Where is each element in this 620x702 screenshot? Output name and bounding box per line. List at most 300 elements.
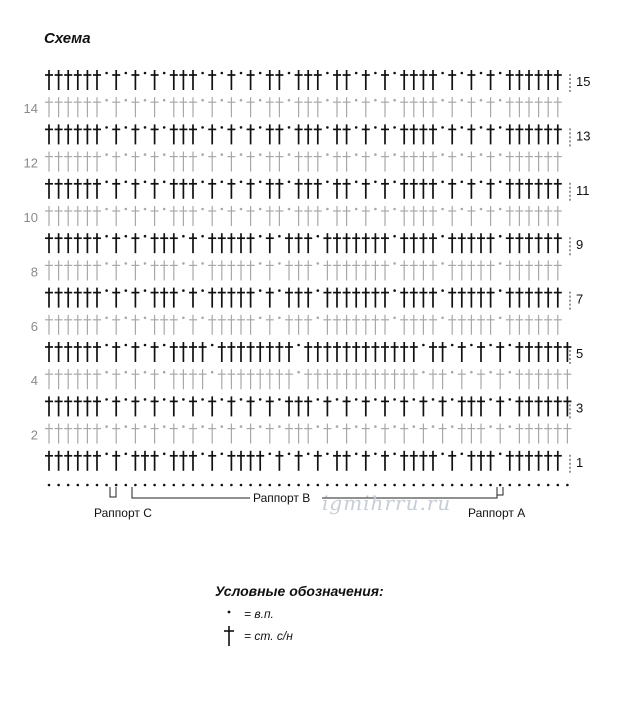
double-crochet-symbol — [343, 451, 351, 471]
double-crochet-symbol — [295, 315, 303, 335]
double-crochet-symbol — [419, 179, 427, 199]
double-crochet-symbol — [295, 451, 303, 471]
double-crochet-symbol — [410, 288, 418, 308]
double-crochet-symbol — [83, 396, 91, 416]
double-crochet-symbol — [179, 97, 187, 117]
double-crochet-symbol — [131, 315, 139, 335]
double-crochet-symbol — [439, 396, 447, 416]
chain-stitch-symbol — [144, 99, 147, 102]
chain-stitch-symbol — [489, 344, 492, 347]
foundation-chain-dot — [115, 484, 118, 487]
chart-row-4 — [45, 369, 571, 389]
double-crochet-symbol — [189, 260, 197, 280]
chain-stitch-symbol — [125, 72, 128, 75]
double-crochet-symbol — [429, 315, 437, 335]
double-crochet-symbol — [343, 288, 351, 308]
chain-stitch-symbol — [326, 99, 329, 102]
double-crochet-symbol — [448, 260, 456, 280]
double-crochet-symbol — [179, 124, 187, 144]
double-crochet-symbol — [535, 396, 543, 416]
double-crochet-symbol — [237, 315, 245, 335]
chain-stitch-symbol — [509, 344, 512, 347]
chain-stitch-symbol — [451, 425, 454, 428]
chain-stitch-symbol — [125, 208, 128, 211]
chain-stitch-symbol — [221, 398, 224, 401]
double-crochet-symbol — [83, 233, 91, 253]
double-crochet-symbol — [371, 315, 379, 335]
double-crochet-symbol — [314, 179, 322, 199]
double-crochet-symbol — [525, 369, 533, 389]
double-crochet-symbol — [247, 124, 255, 144]
double-crochet-symbol — [151, 233, 159, 253]
double-crochet-symbol — [227, 288, 235, 308]
double-crochet-symbol — [333, 233, 341, 253]
double-crochet-symbol — [419, 451, 427, 471]
chain-stitch-symbol — [422, 344, 425, 347]
double-crochet-symbol — [275, 97, 283, 117]
chain-stitch-symbol — [125, 289, 128, 292]
double-crochet-symbol — [467, 97, 475, 117]
double-crochet-symbol — [64, 288, 72, 308]
chain-stitch-symbol — [259, 208, 262, 211]
double-crochet-symbol — [381, 260, 389, 280]
double-crochet-symbol — [266, 152, 274, 172]
double-crochet-symbol — [525, 233, 533, 253]
foundation-chain-dot — [557, 484, 560, 487]
double-crochet-symbol — [64, 369, 72, 389]
double-crochet-symbol — [112, 369, 120, 389]
double-crochet-symbol — [55, 396, 63, 416]
double-crochet-symbol — [112, 315, 120, 335]
double-crochet-symbol — [275, 179, 283, 199]
double-crochet-symbol — [275, 70, 283, 90]
double-crochet-symbol — [55, 97, 63, 117]
chain-stitch-symbol — [201, 126, 204, 129]
double-crochet-symbol — [343, 315, 351, 335]
double-crochet-symbol — [333, 206, 341, 226]
double-crochet-symbol — [45, 288, 53, 308]
double-crochet-symbol — [429, 369, 437, 389]
foundation-chain-dot — [221, 484, 224, 487]
double-crochet-symbol — [227, 369, 235, 389]
double-crochet-symbol — [323, 369, 331, 389]
double-crochet-symbol — [467, 124, 475, 144]
chain-stitch-symbol — [374, 453, 377, 456]
chain-stitch-symbol — [163, 181, 166, 184]
double-crochet-symbol — [83, 288, 91, 308]
double-crochet-symbol — [74, 260, 82, 280]
legend-item-chain — [222, 604, 274, 624]
double-crochet-symbol — [554, 179, 562, 199]
double-crochet-symbol — [93, 451, 101, 471]
chain-stitch-symbol — [144, 289, 147, 292]
double-crochet-symbol — [247, 424, 255, 444]
double-crochet-symbol — [343, 124, 351, 144]
double-crochet-symbol — [304, 97, 312, 117]
chain-stitch-symbol — [509, 398, 512, 401]
double-crochet-symbol — [295, 97, 303, 117]
double-crochet-symbol — [506, 315, 514, 335]
double-crochet-symbol — [544, 124, 552, 144]
double-crochet-symbol — [266, 369, 274, 389]
chart-row-8 — [45, 260, 562, 280]
chain-stitch-symbol — [393, 317, 396, 320]
double-crochet-symbol — [160, 233, 168, 253]
double-crochet-symbol — [74, 315, 82, 335]
double-crochet-symbol — [237, 288, 245, 308]
double-crochet-symbol — [410, 124, 418, 144]
foundation-chain — [48, 484, 569, 487]
chain-stitch-symbol — [499, 453, 502, 456]
double-crochet-symbol — [64, 342, 72, 362]
double-crochet-symbol — [333, 152, 341, 172]
row-number-label: 5 — [576, 346, 584, 361]
double-crochet-symbol — [131, 233, 139, 253]
double-crochet-symbol — [74, 396, 82, 416]
double-crochet-symbol — [208, 179, 216, 199]
chain-stitch-symbol — [221, 126, 224, 129]
double-crochet-symbol — [467, 396, 475, 416]
double-crochet-symbol — [64, 451, 72, 471]
double-crochet-symbol — [295, 206, 303, 226]
double-crochet-symbol — [410, 179, 418, 199]
double-crochet-symbol — [55, 342, 63, 362]
chain-stitch-symbol — [413, 425, 416, 428]
double-crochet-symbol — [343, 179, 351, 199]
chain-stitch-symbol — [451, 371, 454, 374]
double-crochet-symbol — [525, 396, 533, 416]
double-crochet-symbol — [323, 396, 331, 416]
chain-stitch-symbol — [441, 126, 444, 129]
chain-stitch-symbol — [326, 208, 329, 211]
double-crochet-symbol — [535, 451, 543, 471]
double-crochet-symbol — [227, 424, 235, 444]
row-number-label: 10 — [23, 210, 38, 225]
chain-stitch-symbol — [259, 181, 262, 184]
double-crochet-symbol — [189, 451, 197, 471]
double-crochet-symbol — [179, 206, 187, 226]
double-crochet-symbol — [112, 233, 120, 253]
double-crochet-symbol — [467, 152, 475, 172]
double-crochet-symbol — [45, 233, 53, 253]
double-crochet-symbol — [179, 342, 187, 362]
double-crochet-symbol — [208, 152, 216, 172]
repeat-a-bracket — [497, 487, 503, 495]
foundation-chain-dot — [393, 484, 396, 487]
double-crochet-symbol — [554, 288, 562, 308]
double-crochet-symbol — [477, 369, 485, 389]
double-crochet-symbol — [487, 288, 495, 308]
double-crochet-symbol — [64, 206, 72, 226]
double-crochet-symbol — [429, 97, 437, 117]
double-crochet-symbol — [535, 124, 543, 144]
double-crochet-symbol — [285, 288, 293, 308]
foundation-chain-dot — [153, 484, 156, 487]
double-crochet-symbol — [295, 424, 303, 444]
row-number-label: 15 — [576, 74, 591, 89]
chain-stitch-symbol — [182, 262, 185, 265]
double-crochet-symbol — [506, 233, 514, 253]
foundation-chain-dot — [441, 484, 444, 487]
double-crochet-symbol — [544, 369, 552, 389]
double-crochet-symbol — [410, 260, 418, 280]
foundation-chain-dot — [67, 484, 70, 487]
chain-stitch-symbol — [278, 235, 281, 238]
row-number-label: 8 — [30, 264, 38, 280]
row-number-labels — [24, 74, 591, 470]
double-crochet-symbol — [554, 369, 562, 389]
double-crochet-symbol — [55, 70, 63, 90]
double-crochet-symbol — [477, 233, 485, 253]
double-crochet-symbol — [400, 97, 408, 117]
double-crochet-symbol — [83, 342, 91, 362]
double-crochet-symbol — [285, 396, 293, 416]
double-crochet-symbol — [381, 124, 389, 144]
double-crochet-symbol — [83, 179, 91, 199]
foundation-chain-dot — [422, 484, 425, 487]
double-crochet-symbol — [304, 152, 312, 172]
double-crochet-symbol — [295, 233, 303, 253]
double-crochet-symbol — [304, 369, 312, 389]
chain-stitch-symbol — [326, 181, 329, 184]
double-crochet-symbol — [170, 396, 178, 416]
double-crochet-symbol — [227, 396, 235, 416]
repeat-a-label: Раппорт А — [468, 506, 526, 520]
double-crochet-symbol — [179, 179, 187, 199]
double-crochet-symbol — [343, 342, 351, 362]
chain-stitch-symbol — [125, 153, 128, 156]
double-crochet-symbol — [170, 451, 178, 471]
double-crochet-symbol — [74, 342, 82, 362]
double-crochet-symbol — [506, 179, 514, 199]
chain-stitch-symbol — [182, 317, 185, 320]
double-crochet-symbol — [371, 369, 379, 389]
double-crochet-symbol — [160, 315, 168, 335]
foundation-chain-dot — [240, 484, 243, 487]
foundation-chain-dot — [451, 484, 454, 487]
chain-stitch-symbol — [432, 425, 435, 428]
chain-stitch-symbol — [144, 72, 147, 75]
row-number-label: 6 — [30, 318, 38, 334]
double-crochet-symbol — [333, 451, 341, 471]
double-crochet-symbol — [256, 342, 264, 362]
double-crochet-symbol — [112, 424, 120, 444]
double-crochet-symbol — [227, 179, 235, 199]
chain-stitch-symbol — [441, 181, 444, 184]
chain-stitch-symbol — [259, 235, 262, 238]
chain-stitch-symbol — [499, 99, 502, 102]
foundation-chain-dot — [499, 484, 502, 487]
double-crochet-symbol — [535, 342, 543, 362]
double-crochet-symbol — [362, 206, 370, 226]
double-crochet-symbol — [227, 97, 235, 117]
foundation-chain-dot — [182, 484, 185, 487]
foundation-chain-dot — [163, 484, 166, 487]
chain-stitch-symbol — [105, 153, 108, 156]
double-crochet-symbol — [83, 206, 91, 226]
chain-stitch-symbol — [144, 371, 147, 374]
double-crochet-symbol — [525, 260, 533, 280]
double-crochet-symbol — [170, 369, 178, 389]
double-crochet-symbol — [74, 424, 82, 444]
double-crochet-symbol — [189, 97, 197, 117]
double-crochet-symbol — [391, 369, 399, 389]
chain-stitch-symbol — [509, 371, 512, 374]
double-crochet-symbol — [64, 396, 72, 416]
double-crochet-symbol — [227, 70, 235, 90]
double-crochet-symbol — [544, 70, 552, 90]
double-crochet-symbol — [83, 315, 91, 335]
double-crochet-symbol — [218, 260, 226, 280]
double-crochet-symbol — [93, 124, 101, 144]
chain-stitch-symbol — [240, 398, 243, 401]
double-crochet-symbol — [151, 152, 159, 172]
double-crochet-symbol — [199, 369, 207, 389]
chain-stitch-symbol — [182, 398, 185, 401]
double-crochet-symbol — [131, 260, 139, 280]
double-crochet-symbol — [477, 288, 485, 308]
chain-stitch-symbol — [307, 453, 310, 456]
double-crochet-symbol — [323, 342, 331, 362]
double-crochet-symbol — [410, 97, 418, 117]
double-crochet-symbol — [170, 152, 178, 172]
double-crochet-symbol — [74, 70, 82, 90]
foundation-chain-dot — [461, 484, 464, 487]
double-crochet-symbol — [314, 152, 322, 172]
double-crochet-symbol — [285, 342, 293, 362]
chain-stitch-symbol — [288, 99, 291, 102]
double-crochet-symbol — [458, 233, 466, 253]
double-crochet-symbol — [429, 288, 437, 308]
double-crochet-symbol — [266, 260, 274, 280]
double-crochet-symbol — [535, 288, 543, 308]
chain-stitch-symbol — [201, 425, 204, 428]
double-crochet-symbol — [189, 369, 197, 389]
double-crochet-symbol — [151, 206, 159, 226]
double-crochet-symbol — [487, 451, 495, 471]
double-crochet-symbol — [93, 396, 101, 416]
chain-stitch-symbol — [441, 208, 444, 211]
double-crochet-symbol — [458, 396, 466, 416]
double-crochet-symbol — [64, 152, 72, 172]
double-crochet-symbol — [131, 424, 139, 444]
chain-stitch-symbol — [393, 126, 396, 129]
double-crochet-symbol — [371, 288, 379, 308]
chart-row-1 — [45, 451, 570, 473]
double-crochet-symbol — [544, 179, 552, 199]
chain-stitch-symbol — [461, 153, 464, 156]
double-crochet-symbol — [400, 342, 408, 362]
double-crochet-symbol — [400, 152, 408, 172]
chain-stitch-symbol — [326, 126, 329, 129]
chain-stitch-symbol — [144, 425, 147, 428]
double-crochet-symbol — [275, 152, 283, 172]
foundation-chain-dot — [547, 484, 550, 487]
double-crochet-symbol — [458, 315, 466, 335]
foundation-chain-dot — [96, 484, 99, 487]
double-crochet-symbol — [208, 97, 216, 117]
double-crochet-symbol — [381, 179, 389, 199]
foundation-chain-dot — [211, 484, 214, 487]
double-crochet-symbol — [266, 233, 274, 253]
foundation-chain-dot — [173, 484, 176, 487]
chain-stitch-symbol — [201, 99, 204, 102]
double-crochet-symbol — [381, 451, 389, 471]
double-crochet-symbol — [506, 451, 514, 471]
chain-stitch-symbol — [278, 289, 281, 292]
double-crochet-symbol — [535, 260, 543, 280]
double-crochet-symbol — [93, 179, 101, 199]
chain-stitch-symbol — [221, 425, 224, 428]
double-crochet-symbol — [55, 424, 63, 444]
foundation-chain-dot — [77, 484, 80, 487]
double-crochet-symbol — [343, 424, 351, 444]
chain-stitch-symbol — [144, 126, 147, 129]
double-crochet-symbol — [477, 424, 485, 444]
double-crochet-symbol — [362, 233, 370, 253]
double-crochet-symbol — [352, 233, 360, 253]
chain-stitch-symbol — [163, 425, 166, 428]
double-crochet-symbol — [400, 233, 408, 253]
double-crochet-symbol — [199, 342, 207, 362]
chain-stitch-symbol — [259, 398, 262, 401]
chain-stitch-symbol — [499, 208, 502, 211]
double-crochet-symbol — [64, 179, 72, 199]
double-crochet-symbol — [208, 451, 216, 471]
double-crochet-symbol — [285, 424, 293, 444]
double-crochet-symbol — [448, 451, 456, 471]
chain-stitch-symbol — [221, 99, 224, 102]
chain-stitch-symbol — [105, 344, 108, 347]
double-crochet-symbol — [391, 342, 399, 362]
double-crochet-symbol — [352, 315, 360, 335]
foundation-chain-dot — [249, 484, 252, 487]
chain-stitch-symbol — [393, 181, 396, 184]
chain-stitch-symbol — [393, 99, 396, 102]
double-crochet-symbol — [487, 315, 495, 335]
double-crochet-symbol — [285, 260, 293, 280]
double-crochet-symbol — [343, 369, 351, 389]
foundation-chain-dot — [269, 484, 272, 487]
chain-stitch-symbol — [125, 317, 128, 320]
double-crochet-symbol — [333, 179, 341, 199]
chain-stitch-symbol — [105, 181, 108, 184]
double-crochet-symbol — [458, 260, 466, 280]
double-crochet-symbol — [496, 369, 504, 389]
foundation-chain-dot — [278, 484, 281, 487]
double-crochet-symbol — [381, 233, 389, 253]
double-crochet-symbol — [458, 342, 466, 362]
chart-row-12 — [45, 152, 562, 172]
double-crochet-symbol — [227, 206, 235, 226]
double-crochet-symbol — [295, 152, 303, 172]
double-crochet-symbol — [544, 342, 552, 362]
double-crochet-symbol — [160, 260, 168, 280]
foundation-chain-dot — [345, 484, 348, 487]
double-crochet-symbol — [45, 451, 53, 471]
chain-stitch-symbol — [470, 371, 473, 374]
double-crochet-symbol — [112, 451, 120, 471]
foundation-chain-dot — [374, 484, 377, 487]
chain-stitch-symbol — [221, 453, 224, 456]
double-crochet-symbol — [64, 424, 72, 444]
double-crochet-symbol — [343, 152, 351, 172]
double-crochet-symbol — [74, 97, 82, 117]
chain-stitch-symbol — [317, 289, 320, 292]
double-crochet-symbol — [64, 315, 72, 335]
double-crochet-symbol — [458, 424, 466, 444]
chain-stitch-symbol — [297, 371, 300, 374]
